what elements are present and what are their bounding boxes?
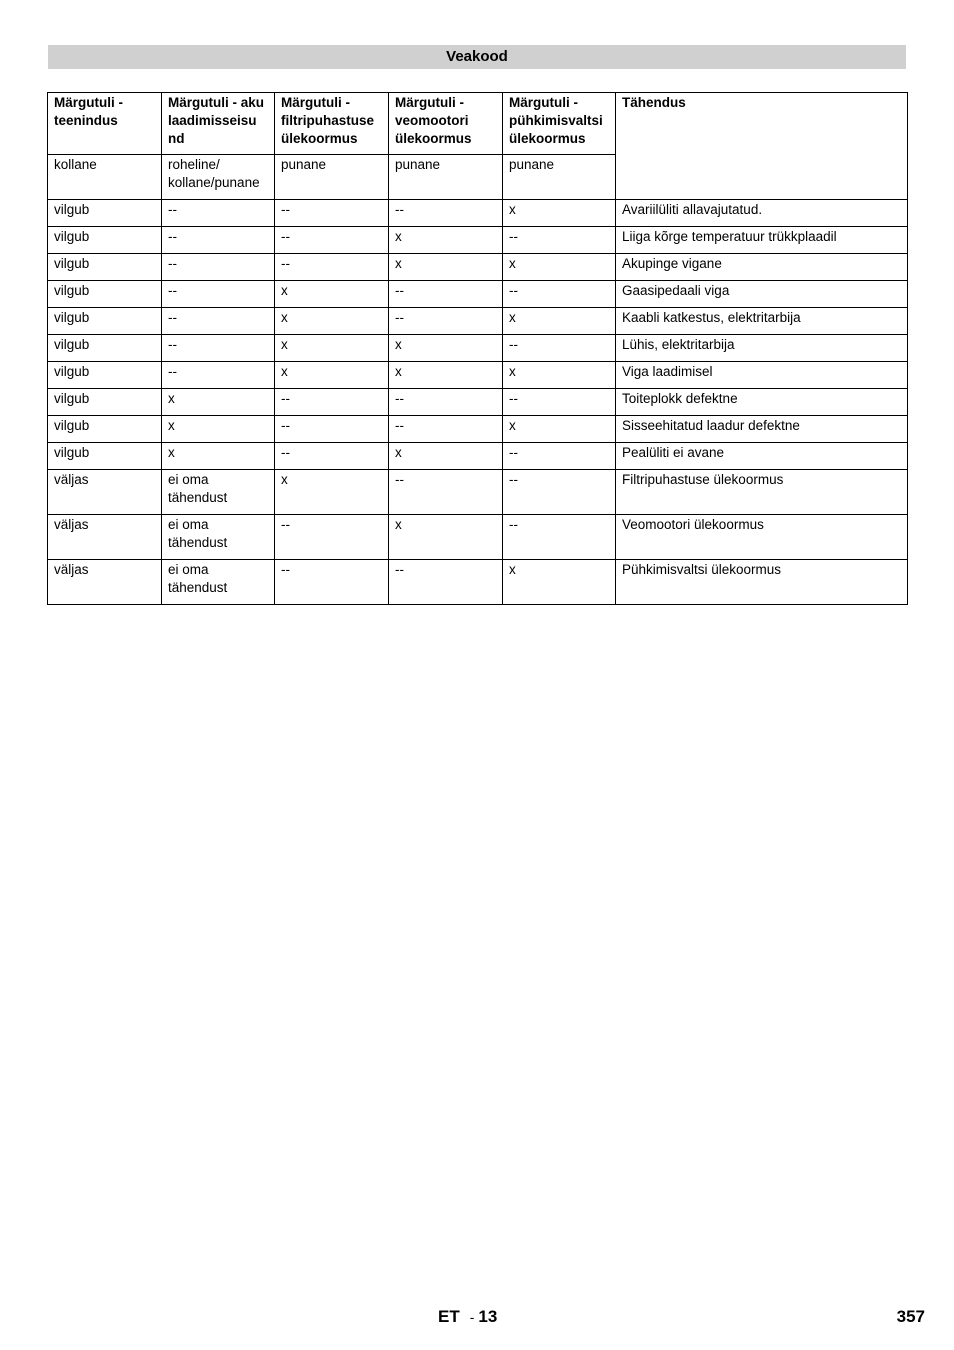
cell-text-line: Kaabli katkestus, elektritarbija bbox=[622, 310, 801, 325]
cell-text-line: x bbox=[395, 364, 402, 379]
cell-text-line: filtripuhastuse bbox=[281, 113, 375, 128]
cell-battery-lamp bbox=[162, 362, 275, 389]
table-row bbox=[48, 470, 908, 515]
header-cell-meaning bbox=[616, 93, 908, 200]
cell-text-line: ülekoormus bbox=[281, 131, 358, 146]
cell-meaning bbox=[616, 560, 908, 605]
cell-text-line: -- bbox=[509, 445, 518, 460]
cell-brush-roller-lamp bbox=[503, 281, 616, 308]
cell-brush-roller-lamp bbox=[503, 560, 616, 605]
table-row bbox=[48, 335, 908, 362]
cell-text-line: vilgub bbox=[54, 310, 90, 325]
cell-service-lamp bbox=[48, 443, 162, 470]
cell-drive-motor-lamp bbox=[389, 560, 503, 605]
cell-drive-motor-lamp bbox=[389, 362, 503, 389]
cell-meaning bbox=[616, 389, 908, 416]
table-row bbox=[48, 227, 908, 254]
cell-text-line: ülekoormus bbox=[395, 131, 472, 146]
cell-brush-roller-lamp bbox=[503, 515, 616, 560]
cell-text-line: laadimisseisu bbox=[168, 113, 257, 128]
cell-text-line: punane bbox=[281, 157, 327, 172]
cell-drive-motor-lamp bbox=[389, 515, 503, 560]
cell-text-line: -- bbox=[509, 391, 518, 406]
cell-service-lamp bbox=[48, 515, 162, 560]
header-cell-drive-motor-lamp bbox=[389, 93, 503, 155]
cell-filter-lamp bbox=[275, 443, 389, 470]
cell-text-line: vilgub bbox=[54, 283, 90, 298]
cell-meaning bbox=[616, 362, 908, 389]
cell-text-line: kollane bbox=[54, 157, 97, 172]
color-cell-filter-lamp bbox=[275, 155, 389, 200]
cell-battery-lamp bbox=[162, 335, 275, 362]
cell-text-line: x bbox=[281, 364, 288, 379]
footer-language: ET bbox=[438, 1307, 460, 1326]
cell-service-lamp bbox=[48, 560, 162, 605]
cell-service-lamp bbox=[48, 281, 162, 308]
cell-battery-lamp bbox=[162, 200, 275, 227]
header-cell-brush-roller-lamp bbox=[503, 93, 616, 155]
cell-meaning bbox=[616, 470, 908, 515]
cell-text-line: Sisseehitatud laadur defektne bbox=[622, 418, 800, 433]
cell-text-line: x bbox=[395, 229, 402, 244]
cell-text-line: ülekoormus bbox=[509, 131, 586, 146]
cell-text-line: Gaasipedaali viga bbox=[622, 283, 730, 298]
color-cell-battery-lamp bbox=[162, 155, 275, 200]
page-number: 357 bbox=[896, 1307, 925, 1326]
cell-text-line: -- bbox=[395, 472, 404, 487]
cell-battery-lamp bbox=[162, 416, 275, 443]
cell-text-line: -- bbox=[509, 337, 518, 352]
cell-text-line: Märgutuli - aku bbox=[168, 95, 265, 110]
cell-text-line: -- bbox=[281, 418, 290, 433]
cell-text-line: x bbox=[509, 202, 516, 217]
cell-filter-lamp bbox=[275, 281, 389, 308]
cell-filter-lamp bbox=[275, 254, 389, 281]
cell-text-line: punane bbox=[395, 157, 441, 172]
header-cell-service-lamp bbox=[48, 93, 162, 155]
cell-text-line: -- bbox=[509, 229, 518, 244]
cell-text-line: vilgub bbox=[54, 445, 90, 460]
table-row bbox=[48, 416, 908, 443]
cell-text-line: Filtripuhastuse ülekoormus bbox=[622, 472, 784, 487]
table-row bbox=[48, 443, 908, 470]
cell-text-line: x bbox=[281, 337, 288, 352]
cell-brush-roller-lamp bbox=[503, 362, 616, 389]
cell-filter-lamp bbox=[275, 362, 389, 389]
cell-brush-roller-lamp bbox=[503, 389, 616, 416]
cell-text-line: punane bbox=[509, 157, 555, 172]
cell-text-line: x bbox=[395, 517, 402, 532]
cell-text-line: tähendust bbox=[168, 580, 228, 595]
section-title: Veakood bbox=[48, 45, 906, 69]
cell-battery-lamp bbox=[162, 443, 275, 470]
header-cell-filter-lamp bbox=[275, 93, 389, 155]
cell-text-line: x bbox=[395, 445, 402, 460]
footer-separator: - bbox=[469, 1309, 475, 1325]
cell-text-line: väljas bbox=[54, 517, 89, 532]
cell-text-line: x bbox=[168, 418, 175, 433]
cell-filter-lamp bbox=[275, 200, 389, 227]
cell-service-lamp bbox=[48, 200, 162, 227]
cell-text-line: tähendust bbox=[168, 490, 228, 505]
cell-text-line: ei oma bbox=[168, 562, 209, 577]
cell-text-line: Märgutuli - bbox=[509, 95, 578, 110]
cell-filter-lamp bbox=[275, 470, 389, 515]
cell-text-line: -- bbox=[281, 256, 290, 271]
cell-battery-lamp bbox=[162, 389, 275, 416]
cell-drive-motor-lamp bbox=[389, 389, 503, 416]
cell-text-line: vilgub bbox=[54, 391, 90, 406]
cell-brush-roller-lamp bbox=[503, 308, 616, 335]
cell-text-line: ei oma bbox=[168, 472, 209, 487]
cell-service-lamp bbox=[48, 308, 162, 335]
cell-text-line: x bbox=[168, 445, 175, 460]
cell-text-line: -- bbox=[168, 337, 177, 352]
cell-text-line: väljas bbox=[54, 562, 89, 577]
cell-text-line: -- bbox=[395, 310, 404, 325]
cell-text-line: -- bbox=[395, 391, 404, 406]
cell-text-line: Viga laadimisel bbox=[622, 364, 713, 379]
cell-text-line: Pühkimisvaltsi ülekoormus bbox=[622, 562, 782, 577]
cell-text-line: -- bbox=[509, 283, 518, 298]
cell-text-line: x bbox=[281, 472, 288, 487]
table-header-row bbox=[48, 93, 908, 155]
cell-text-line: Lühis, elektritarbija bbox=[622, 337, 735, 352]
cell-text-line: vilgub bbox=[54, 337, 90, 352]
cell-text-line: x bbox=[168, 391, 175, 406]
cell-text-line: -- bbox=[395, 202, 404, 217]
cell-text-line: Märgutuli - bbox=[281, 95, 350, 110]
cell-text-line: ei oma bbox=[168, 517, 209, 532]
cell-text-line: vilgub bbox=[54, 364, 90, 379]
cell-drive-motor-lamp bbox=[389, 227, 503, 254]
cell-text-line: x bbox=[281, 283, 288, 298]
cell-filter-lamp bbox=[275, 227, 389, 254]
cell-text-line: -- bbox=[281, 229, 290, 244]
table-row bbox=[48, 560, 908, 605]
table-row bbox=[48, 389, 908, 416]
color-cell-drive-motor-lamp bbox=[389, 155, 503, 200]
cell-brush-roller-lamp bbox=[503, 335, 616, 362]
cell-filter-lamp bbox=[275, 308, 389, 335]
cell-service-lamp bbox=[48, 416, 162, 443]
cell-text-line: -- bbox=[168, 364, 177, 379]
footer-page-ref bbox=[438, 1307, 497, 1327]
cell-meaning bbox=[616, 515, 908, 560]
cell-text-line: Akupinge vigane bbox=[622, 256, 722, 271]
cell-text-line: vilgub bbox=[54, 256, 90, 271]
cell-text-line: Liiga kõrge temperatuur trükkplaadil bbox=[622, 229, 837, 244]
cell-battery-lamp bbox=[162, 515, 275, 560]
error-code-table bbox=[47, 92, 908, 605]
cell-battery-lamp bbox=[162, 560, 275, 605]
cell-service-lamp bbox=[48, 335, 162, 362]
cell-text-line: x bbox=[395, 337, 402, 352]
table-row bbox=[48, 515, 908, 560]
cell-brush-roller-lamp bbox=[503, 227, 616, 254]
cell-drive-motor-lamp bbox=[389, 200, 503, 227]
cell-drive-motor-lamp bbox=[389, 470, 503, 515]
cell-text-line: roheline/ bbox=[168, 157, 220, 172]
cell-service-lamp bbox=[48, 362, 162, 389]
cell-brush-roller-lamp bbox=[503, 254, 616, 281]
cell-text-line: Avariilüliti allavajutatud. bbox=[622, 202, 763, 217]
table-row bbox=[48, 362, 908, 389]
cell-text-line: Märgutuli - bbox=[395, 95, 464, 110]
cell-drive-motor-lamp bbox=[389, 443, 503, 470]
cell-drive-motor-lamp bbox=[389, 416, 503, 443]
cell-text-line: -- bbox=[168, 283, 177, 298]
cell-text-line: -- bbox=[509, 472, 518, 487]
cell-text-line: x bbox=[509, 256, 516, 271]
cell-text-line: x bbox=[509, 310, 516, 325]
cell-battery-lamp bbox=[162, 470, 275, 515]
cell-meaning bbox=[616, 200, 908, 227]
table-row bbox=[48, 308, 908, 335]
cell-text-line: kollane/punane bbox=[168, 175, 260, 190]
cell-service-lamp bbox=[48, 470, 162, 515]
cell-text-line: tähendust bbox=[168, 535, 228, 550]
cell-brush-roller-lamp bbox=[503, 200, 616, 227]
cell-meaning bbox=[616, 308, 908, 335]
cell-meaning bbox=[616, 335, 908, 362]
cell-drive-motor-lamp bbox=[389, 308, 503, 335]
cell-battery-lamp bbox=[162, 227, 275, 254]
cell-text-line: x bbox=[509, 418, 516, 433]
cell-text-line: -- bbox=[281, 517, 290, 532]
cell-text-line: -- bbox=[168, 256, 177, 271]
cell-text-line: x bbox=[395, 256, 402, 271]
cell-filter-lamp bbox=[275, 335, 389, 362]
header-cell-battery-lamp bbox=[162, 93, 275, 155]
color-cell-brush-roller-lamp bbox=[503, 155, 616, 200]
cell-filter-lamp bbox=[275, 515, 389, 560]
footer-section-page: 13 bbox=[478, 1307, 498, 1326]
cell-text-line: x bbox=[281, 310, 288, 325]
cell-text-line: Pealüliti ei avane bbox=[622, 445, 725, 460]
cell-text-line: Märgutuli - bbox=[54, 95, 123, 110]
cell-text-line: -- bbox=[395, 418, 404, 433]
cell-battery-lamp bbox=[162, 308, 275, 335]
cell-meaning bbox=[616, 443, 908, 470]
cell-text-line: pühkimisvaltsi bbox=[509, 113, 603, 128]
cell-text-line: väljas bbox=[54, 472, 89, 487]
cell-text-line: Tähendus bbox=[622, 95, 686, 110]
cell-text-line: veomootori bbox=[395, 113, 469, 128]
cell-text-line: vilgub bbox=[54, 202, 90, 217]
cell-service-lamp bbox=[48, 227, 162, 254]
cell-text-line: -- bbox=[281, 202, 290, 217]
cell-text-line: teenindus bbox=[54, 113, 118, 128]
cell-text-line: vilgub bbox=[54, 418, 90, 433]
cell-text-line: Veomootori ülekoormus bbox=[622, 517, 764, 532]
cell-meaning bbox=[616, 281, 908, 308]
cell-meaning bbox=[616, 416, 908, 443]
cell-text-line: -- bbox=[395, 562, 404, 577]
cell-service-lamp bbox=[48, 254, 162, 281]
cell-text-line: -- bbox=[281, 562, 290, 577]
cell-filter-lamp bbox=[275, 416, 389, 443]
cell-text-line: -- bbox=[281, 391, 290, 406]
cell-service-lamp bbox=[48, 389, 162, 416]
table-row bbox=[48, 254, 908, 281]
cell-filter-lamp bbox=[275, 389, 389, 416]
cell-text-line: -- bbox=[168, 202, 177, 217]
cell-drive-motor-lamp bbox=[389, 254, 503, 281]
cell-brush-roller-lamp bbox=[503, 470, 616, 515]
cell-drive-motor-lamp bbox=[389, 335, 503, 362]
cell-text-line: -- bbox=[281, 445, 290, 460]
cell-text-line: -- bbox=[168, 229, 177, 244]
cell-brush-roller-lamp bbox=[503, 416, 616, 443]
cell-text-line: nd bbox=[168, 131, 185, 146]
cell-text-line: Toiteplokk defektne bbox=[622, 391, 738, 406]
table-row bbox=[48, 200, 908, 227]
cell-battery-lamp bbox=[162, 254, 275, 281]
cell-meaning bbox=[616, 254, 908, 281]
cell-text-line: x bbox=[509, 562, 516, 577]
cell-text-line: -- bbox=[395, 283, 404, 298]
cell-filter-lamp bbox=[275, 560, 389, 605]
cell-brush-roller-lamp bbox=[503, 443, 616, 470]
cell-battery-lamp bbox=[162, 281, 275, 308]
cell-drive-motor-lamp bbox=[389, 281, 503, 308]
cell-text-line: vilgub bbox=[54, 229, 90, 244]
cell-text-line: -- bbox=[509, 517, 518, 532]
cell-text-line: -- bbox=[168, 310, 177, 325]
cell-text-line: x bbox=[509, 364, 516, 379]
color-cell-service-lamp bbox=[48, 155, 162, 200]
table-row bbox=[48, 281, 908, 308]
cell-meaning bbox=[616, 227, 908, 254]
